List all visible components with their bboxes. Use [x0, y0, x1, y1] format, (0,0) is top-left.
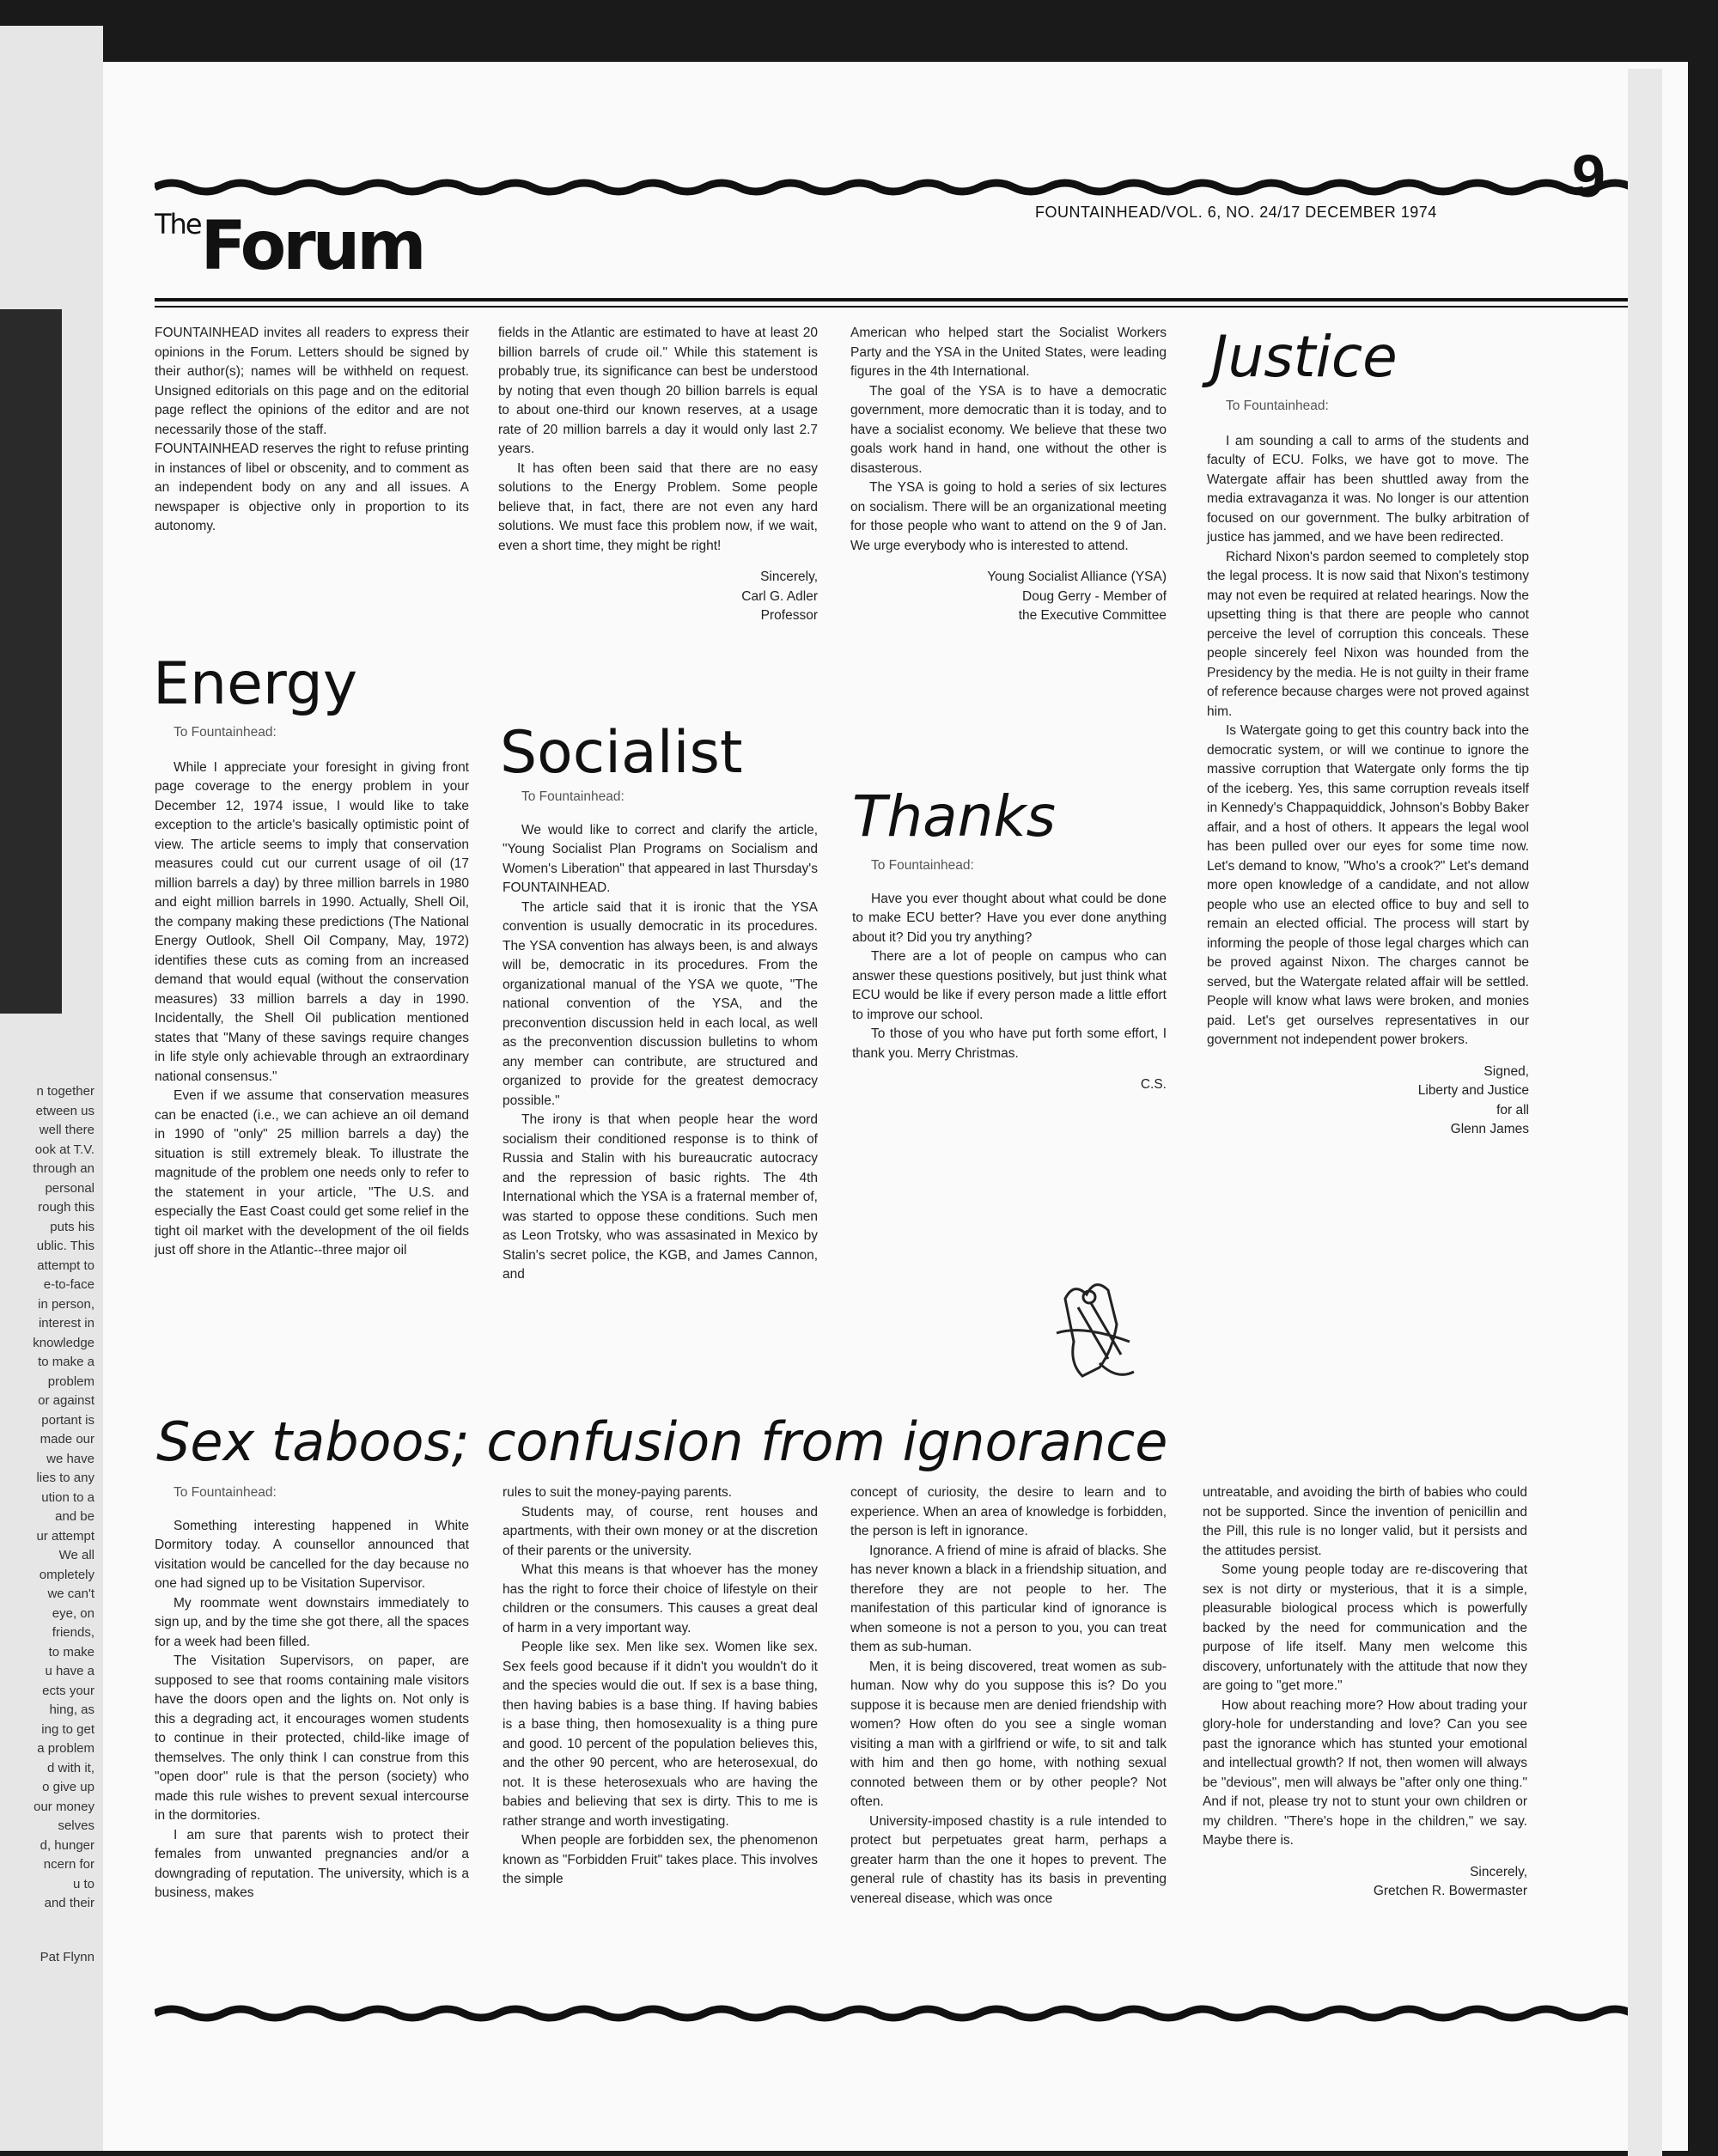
- previous-page-fragment: we can't: [47, 1587, 94, 1601]
- previous-page-fragment: etween us: [35, 1103, 94, 1118]
- previous-page-fragment: or against: [38, 1393, 94, 1408]
- socialist-paragraph: The irony is that when people hear the word socialism their conditioned response is to think of Russia and Stalin with his bureaucratic autocracy and the repression of basic rights. The 4th International which the YSA is a fraternal member of, was started to oppose these conditions. Such men as Leon Trotsky, who was assasinated in Mexico by Stalin's secret police, the KGB, and James Cannon, and: [503, 1112, 818, 1282]
- sex-letter-col4: [1203, 1483, 1527, 1902]
- signature-line: C.S.: [1140, 1077, 1167, 1092]
- previous-page-fragment: ook at T.V.: [34, 1142, 94, 1157]
- sex-salutation: To Fountainhead:: [174, 1485, 277, 1500]
- signature-line: Sincerely,: [1470, 1864, 1527, 1879]
- santa-sleigh-illustration: [1048, 1273, 1142, 1385]
- publication-line: FOUNTAINHEAD/VOL. 6, NO. 24/17 DECEMBER 1974: [1035, 204, 1437, 221]
- sex-paragraph: Students may, of course, rent houses and apartments, with their own money or at the discretion of their parents or the university.: [503, 1504, 818, 1558]
- socialist-heading: Socialist: [500, 719, 743, 787]
- previous-page-fragment: to make a: [38, 1355, 94, 1369]
- energy-heading: Energy: [153, 650, 358, 718]
- sex-letter-col3: [850, 1483, 1167, 1909]
- sex-letter-col1: [155, 1483, 469, 1903]
- forum-policy: [155, 324, 469, 537]
- previous-page-fragment: and be: [55, 1509, 94, 1524]
- energy-letter-col1: [155, 723, 469, 1261]
- previous-page-fragment: lies to any: [36, 1471, 94, 1485]
- newspaper-page: [103, 62, 1688, 2151]
- right-page-edge: [1628, 69, 1662, 2156]
- top-wavy-rule: [155, 175, 1641, 198]
- sex-paragraph: Some young people today are re-discovering that sex is not dirty or mysterious, that it is a simple, pleasurable biological process which is powerfully backed by the need for communication and the purpose of life itself. Many men welcome this discovery, unfortunately with the attitude that now they are going to "get more.": [1203, 1562, 1527, 1693]
- previous-page-fragment: e-to-face: [43, 1277, 94, 1292]
- previous-page-fragment: rough this: [38, 1200, 94, 1215]
- previous-page-edge: [0, 26, 103, 2151]
- previous-page-fragment: eye, on: [52, 1605, 94, 1621]
- policy-paragraph: FOUNTAINHEAD invites all readers to express their opinions in the Forum. Letters should be signed by their author(s); names will be withheld on request. Unsigned editorials on this page and on the editorial page reflect the opinions of the editor and are not necessarily those of the staff.: [155, 326, 469, 437]
- previous-page-fragment: u to: [72, 1876, 94, 1891]
- socialist-paragraph: The YSA is going to hold a series of six lectures on socialism. There will be an organizational meeting for those people who want to attend on the 9 of Jan. We urge everybody who is interested to attend.: [850, 480, 1167, 553]
- previous-page-fragment: and their: [44, 1896, 94, 1910]
- justice-paragraph: Richard Nixon's pardon seemed to completely stop the legal process. It is now said that Nixon's testimony may not even be required at related hearings. Now the upsetting thing is that there are people who cannot perceive the level of corruption this conceals. These people sincerely feel Nixon was hounded from the Presidency by the media. He is not guilty in their frame of reference because charges were not proved against him.: [1207, 549, 1529, 719]
- previous-page-fragment: We all: [58, 1548, 94, 1562]
- energy-signature: [498, 568, 818, 626]
- previous-page-fragment: u have a: [45, 1664, 94, 1678]
- previous-page-text-fragments: [0, 1082, 94, 1967]
- previous-page-photo: [0, 309, 62, 1014]
- justice-letter: [1207, 397, 1529, 1140]
- socialist-paragraph: American who helped start the Socialist Workers Party and the YSA in the United States, were leading figures in the 4th International.: [850, 326, 1167, 379]
- previous-page-fragment: selves: [58, 1818, 94, 1833]
- previous-page-fragment: attempt to: [37, 1258, 94, 1273]
- sex-paragraph: How about reaching more? How about trading your glory-hole for understanding and love? Can you see past the ignorance which has stunted your emotional and intellectual growth? If not, then women will always be "devious", men will always be "after only one thing." And if not, please try not to stunt your own children or my children. "There's hope in the children," we say. Maybe there is.: [1203, 1697, 1527, 1848]
- signature-line: Glenn James: [1450, 1122, 1529, 1136]
- previous-page-fragment: ublic. This: [36, 1239, 94, 1253]
- previous-page-fragment: our money: [34, 1799, 94, 1814]
- thanks-salutation: To Fountainhead:: [871, 858, 974, 873]
- sex-paragraph: The Visitation Supervisors, on paper, are supposed to see that rooms containing male visitors have the doors open and the lights on. Not only is this a degrading act, it encourages women students to continue in their protected, child-like image of themselves. The only think I can construe from this "open door" rule is that the person (society) who made this rule wishes to prevent sexual intercourse in the dormitories.: [155, 1654, 469, 1823]
- thanks-paragraph: To those of you who have put forth some effort, I thank you. Merry Christmas.: [852, 1026, 1167, 1061]
- energy-paragraph: Even if we assume that conservation measures can be enacted (i.e., we can achieve an oil demand in 1990 of "only" 25 million barrels a day) the situation is still extremely bleak. To illustrate the magnitude of the problem one needs only to refer to the statement in your article, "The U.S. and especially the East Coast could get some relief in the tight oil market with the development of the oil fields just off shore in the Atlantic--three major oil: [155, 1088, 469, 1258]
- sex-paragraph: What this means is that whoever has the money has the right to force their choice of lifestyle on their children or the consumers. This causes a great deal of harm in a very important way.: [503, 1562, 818, 1635]
- signature-line: Professor: [760, 608, 818, 623]
- sex-paragraph: untreatable, and avoiding the birth of babies who could not be supported. Since the invention of penicillin and the Pill, this rule is no longer valid, but it persists and the attitudes persist.: [1203, 1485, 1527, 1558]
- socialist-signature: [850, 568, 1167, 626]
- previous-page-fragment: d, hunger: [40, 1837, 94, 1853]
- thanks-signature: [852, 1075, 1167, 1095]
- previous-page-fragment: portant is: [41, 1412, 94, 1428]
- previous-page-fragment: through an: [33, 1161, 94, 1176]
- signature-line: Liberty and Justice: [1417, 1083, 1529, 1098]
- justice-paragraph: I am sounding a call to arms of the students and faculty of ECU. Folks, we have got to move. The Watergate affair has been shuttled away from the media extravaganza it was. No longer is our attention focused on our government. The bulky arbitration of justice has jammed, and we have been redirected.: [1207, 433, 1529, 545]
- bottom-wavy-rule: [155, 2003, 1641, 2025]
- previous-page-fragment: ing to get: [41, 1721, 94, 1737]
- previous-page-fragment: ution to a: [41, 1489, 94, 1505]
- previous-page-fragment: d with it,: [46, 1760, 94, 1775]
- sex-paragraph: People like sex. Men like sex. Women like sex. Sex feels good because if it didn't you wouldn't do it and the species would die out. If sex is a base thing, then having babies is a base thing. If having babies is a base thing, then homosexuality is a thing pure and good. 10 percent of the population believes this, and the other 90 percent, who are heterosexual, do not. It is these heterosexuals who are having the babies and believing that sex is dirty. This to me is rather strange and worth investigating.: [503, 1640, 818, 1829]
- sex-paragraph: concept of curiosity, the desire to learn and to experience. When an area of knowledge is forbidden, the person is left in ignorance.: [850, 1485, 1167, 1538]
- thanks-paragraph: Have you ever thought about what could be done to make ECU better? Have you ever done anything about it? Did you try anything?: [852, 891, 1167, 945]
- socialist-paragraph: The article said that it is ironic that the YSA convention is usually democratic in its procedures. The YSA convention has always been, is and always will be, democratic in its procedures. From the organizational manual of the YSA we quote, "The national convention of the YSA, and the preconvention discussion held in each local, as well as the preconvention discussion bulletins to whom any member can contribute, are structured and organized to provide for the greatest democracy possible.": [503, 899, 818, 1108]
- previous-page-fragment: friends,: [52, 1625, 94, 1640]
- previous-page-fragment: ur attempt: [36, 1528, 94, 1544]
- signature-line: Young Socialist Alliance (YSA): [987, 569, 1167, 584]
- previous-page-fragment: ompletely: [39, 1567, 94, 1582]
- previous-page-fragment: ncern for: [43, 1857, 94, 1872]
- energy-paragraph: fields in the Atlantic are estimated to have at least 20 billion barrels of crude oil." While this statement is probably true, its significance can best be understood by noting that even though 20 billion barrels is equal to about one-third our known reserves, at a usage rate of 20 million barrels a day it would only last 2.7 years.: [498, 326, 818, 456]
- energy-salutation: To Fountainhead:: [174, 725, 277, 740]
- energy-paragraph: It has often been said that there are no easy solutions to the Energy Problem. Some people believe that, in fact, there are not even any hard solutions. We must face this problem now, if we wait, even a short time, they might be right!: [498, 460, 818, 553]
- previous-page-fragment: personal: [45, 1180, 94, 1196]
- sex-paragraph: Men, it is being discovered, treat women as sub-human. Now why do you suppose this is? Do you suppose it is because men are denied friendship with women? How often do you see a single woman visiting a man with a girlfriend or wife, to sit and talk with him and then go home, with nothing sexual connoted between them or by other people? Not often.: [850, 1659, 1167, 1809]
- previous-page-fragment: made our: [40, 1432, 94, 1446]
- forum-logo: [155, 208, 584, 285]
- previous-page-fragment: problem: [47, 1373, 94, 1389]
- sex-paragraph: Ignorance. A friend of mine is afraid of blacks. She has never known a black in a friendship situation, and therefore they are not people to her. The manifestation of this particular kind of ignorance is when someone is not a person to you, you can treat them as sub-human.: [850, 1543, 1167, 1654]
- signature-line: Gretchen R. Bowermaster: [1373, 1884, 1527, 1898]
- previous-page-fragment: n together: [36, 1084, 94, 1099]
- page-number: 9: [1572, 143, 1605, 210]
- sex-signature: [1203, 1863, 1527, 1902]
- thanks-paragraph: There are a lot of people on campus who can answer these questions positively, but just think what ECU would be like if every person made a little effort to improve our school.: [852, 949, 1167, 1022]
- energy-letter-col2: [498, 324, 818, 626]
- socialist-paragraph: We would like to correct and clarify the article, "Young Socialist Plan Programs on Socialism and Women's Liberation" that appeared in last Thursday's FOUNTAINHEAD.: [503, 822, 818, 895]
- socialist-paragraph: The goal of the YSA is to have a democratic government, more democratic than it is today, and to have a socialist economy. We believe that these two goals work hand in hand, one without the other is disasterous.: [850, 383, 1167, 476]
- justice-signature: [1207, 1063, 1529, 1140]
- sex-paragraph: I am sure that parents wish to protect their females from unwanted pregnancies and/or a downgrading of reputation. The university, which is a business, makes: [155, 1827, 469, 1900]
- previous-page-fragment: we have: [46, 1451, 94, 1466]
- previous-page-fragment: a problem: [37, 1741, 94, 1756]
- justice-heading: Justice: [1211, 324, 1398, 390]
- socialist-salutation: To Fountainhead:: [521, 789, 624, 804]
- signature-line: the Executive Committee: [1018, 608, 1167, 623]
- thanks-heading: Thanks: [852, 783, 1057, 850]
- sex-paragraph: University-imposed chastity is a rule intended to protect but perpetuates great harm, perhaps a greater harm than the one it hopes to prevent. The general rule of chastity has its basis in preventing venereal disease, which was once: [850, 1813, 1167, 1906]
- previous-page-fragment: puts his: [50, 1219, 94, 1234]
- energy-paragraph: While I appreciate your foresight in giving front page coverage to the energy problem in your December 12, 1974 issue, I would like to take exception to the article's basically optimistic point of view. The article seems to imply that conservation measures could cut our current usage of oil (17 million barrels a day) by three million barrels in 1980 and eight million barrels in 1990. Actually, Shell Oil, the company making these predictions (The National Energy Outlook, Shell Oil Company, May, 1972) identifies these cuts as coming from an increased demand that would equal (without the conservation measures) 33 million barrels a day in 1990. Incidentally, the Shell Oil publication mentioned states that "Many of these savings require changes in life style only achievable through an extraordinary national consensus.": [155, 759, 469, 1084]
- previous-page-fragment: in person,: [38, 1296, 94, 1312]
- header-rule-thin: [155, 306, 1632, 308]
- previous-page-fragment: knowledge: [33, 1335, 94, 1350]
- sex-paragraph: When people are forbidden sex, the phenomenon known as "Forbidden Fruit" takes place. This involves the simple: [503, 1833, 818, 1886]
- socialist-letter-col3: [850, 324, 1167, 626]
- sex-paragraph: My roommate went downstairs immediately to sign up, and by the time she got there, all the spaces for a week had been filled.: [155, 1595, 469, 1649]
- previous-page-fragment: well there: [39, 1123, 94, 1137]
- sex-letter-col2: [503, 1483, 818, 1890]
- previous-page-fragment: ects your: [42, 1683, 94, 1698]
- previous-page-fragment: o give up: [42, 1780, 94, 1794]
- logo-forum: Forum: [200, 208, 423, 285]
- signature-line: Doug Gerry - Member of: [1022, 588, 1167, 604]
- sex-paragraph: Something interesting happened in White Dormitory today. A counsellor announced that visitation would be cancelled for the day because no one had signed up to be Visitation Supervisor.: [155, 1518, 469, 1591]
- header-rule-thick: [155, 298, 1632, 301]
- signature-line: for all: [1496, 1102, 1529, 1118]
- signature-line: Signed,: [1483, 1063, 1529, 1079]
- sex-taboos-heading: Sex taboos; confusion from ignorance: [156, 1410, 1168, 1473]
- policy-paragraph: FOUNTAINHEAD reserves the right to refuse printing in instances of libel or obscenity, and to comment as an independent body on any and all issues. A newspaper is objective only in proportion to its autonomy.: [155, 442, 469, 533]
- logo-the: The: [155, 208, 201, 241]
- justice-paragraph: Is Watergate going to get this country back into the democratic system, or will we continue to ignore the massive corruption that Watergate only forms the tip of the iceberg. Yes, this same corruption reveals itself in Kennedy's Chappaquiddick, Johnson's Bobby Baker affair, and a host of others. It appears the legal wool has been pulled over our eyes for some time now. Let's demand to know, "Who's a crook?" Let's demand more open knowledge of a candidate, and not allow people who use an elected office to buy and sell to remain an elected official. The process will start by informing the people of those legal charges which can be proved against Nixon. The charges cannot be served, but the Watergate related affair will be settled. People will know what laws were broken, and monies paid. Let's get ourselves representatives in our government not independent power brokers.: [1207, 723, 1529, 1047]
- previous-page-fragment: Pat Flynn: [40, 1949, 94, 1964]
- signature-line: Sincerely,: [760, 569, 818, 584]
- thanks-letter: [852, 856, 1167, 1095]
- previous-page-fragment: hing, as: [49, 1702, 94, 1717]
- socialist-letter-col2: [503, 788, 818, 1285]
- previous-page-fragment: interest in: [38, 1316, 94, 1331]
- signature-line: Carl G. Adler: [741, 588, 818, 604]
- justice-salutation: To Fountainhead:: [1226, 399, 1329, 413]
- previous-page-fragment: to make: [48, 1644, 94, 1660]
- sex-paragraph: rules to suit the money-paying parents.: [503, 1485, 733, 1500]
